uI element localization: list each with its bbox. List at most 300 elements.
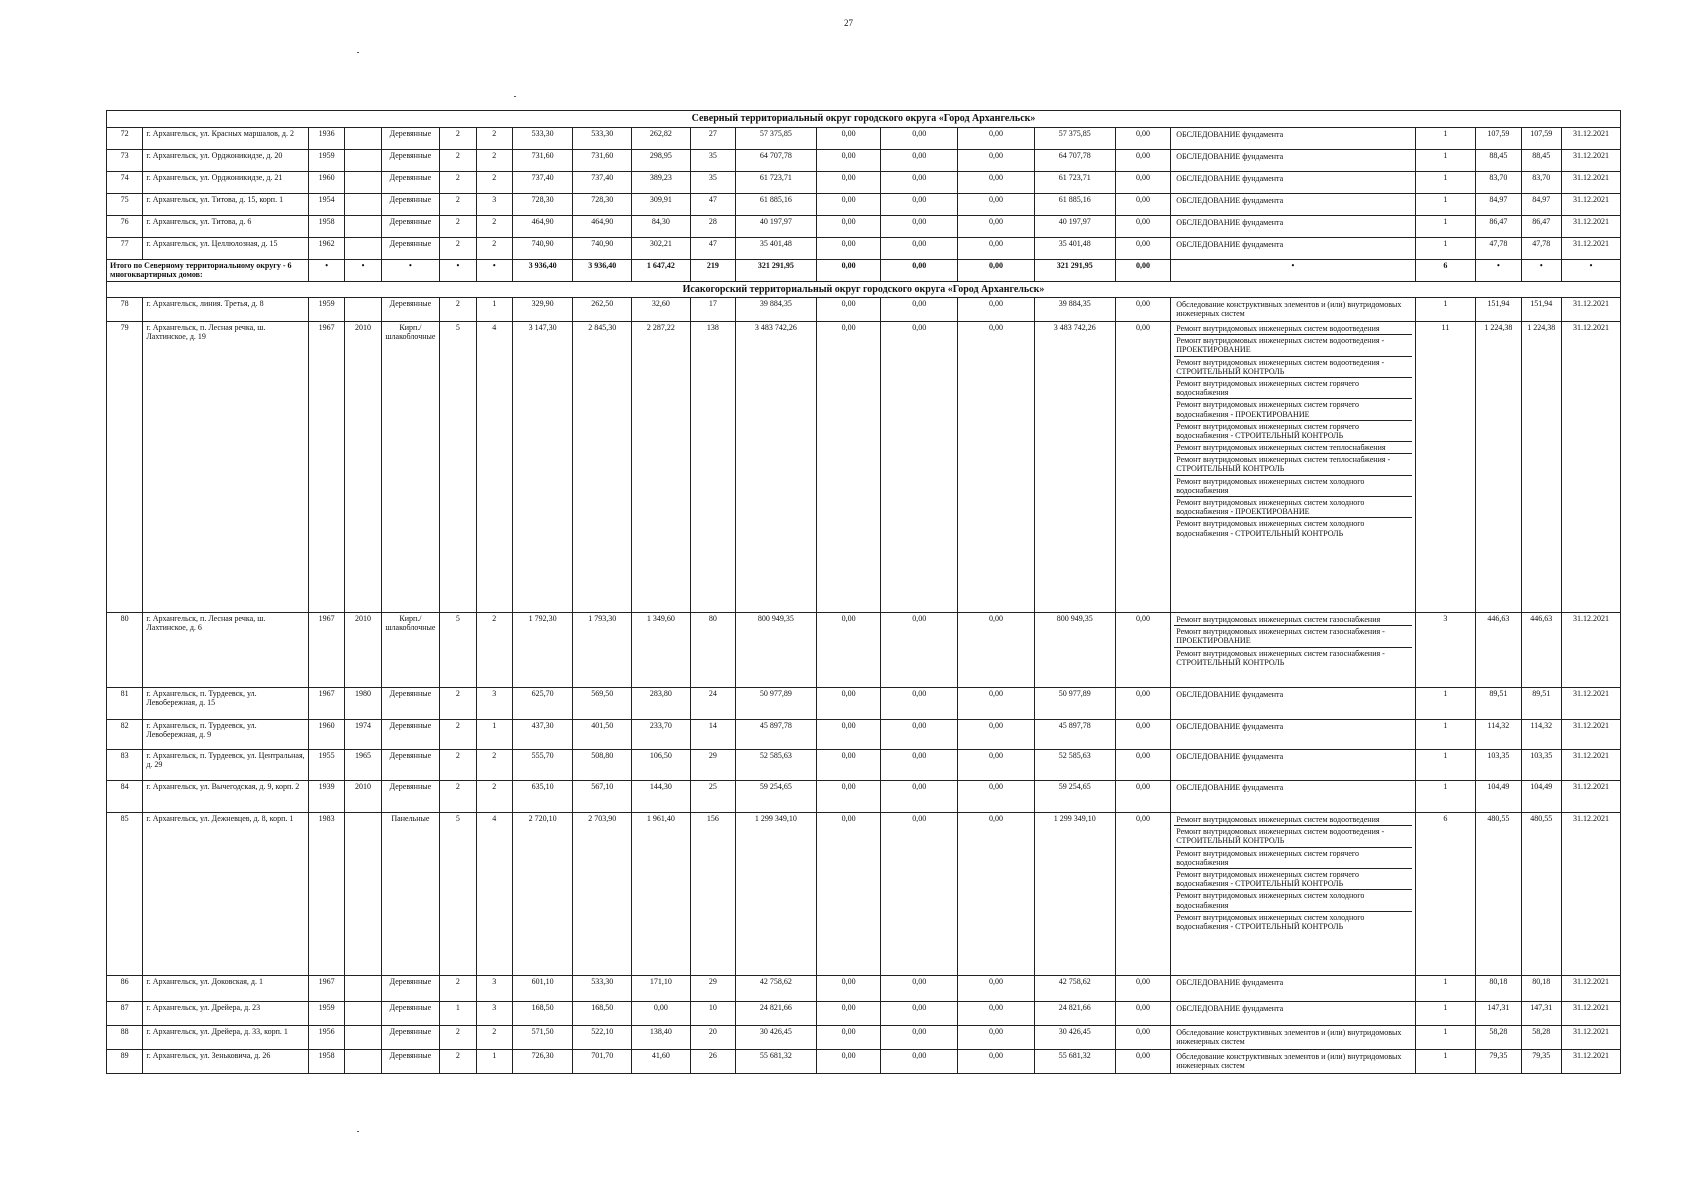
address-cell: г. Архангельск, ул. Зеньковича, д. 26 [143,1050,309,1074]
living-area-cell: 464,90 [573,215,632,237]
unit-cost-cell: 147,31 [1476,1002,1521,1026]
max-unit-cost-cell: 80,18 [1521,976,1561,1002]
deadline-cell: 31.12.2021 [1562,976,1621,1002]
wall-material-cell: Деревянные [381,171,440,193]
address-cell: г. Архангельск, ул. Дрейера, д. 33, корп. 1 [143,1026,309,1050]
entrances-cell: 2 [476,237,512,259]
build-year-cell: 1959 [308,149,344,171]
work-item: ОБСЛЕДОВАНИЕ фундамента [1176,151,1284,161]
living-area-cell: 508,80 [573,750,632,781]
total-row [107,259,1621,281]
living-area-cell: 740,90 [573,237,632,259]
renovation-year-cell: 1980 [345,688,381,720]
entrances-cell: 3 [476,976,512,1002]
deadline-cell: 31.12.2021 [1562,781,1621,813]
row-number: 77 [107,237,143,259]
table-row [107,322,1621,613]
work-count-cell: 1 [1415,193,1476,215]
row-number: 75 [107,193,143,215]
renovation-year-cell [345,237,381,259]
residents-cell: 26 [690,1050,735,1074]
max-unit-cost-cell: 114,32 [1521,720,1561,750]
living-area-cell: 2 845,30 [573,322,632,613]
renovation-year-cell [345,171,381,193]
entrances-cell: 4 [476,813,512,976]
total-cost-cell: 57 375,85 [736,127,817,149]
build-year-cell: 1960 [308,171,344,193]
works-list-cell [1171,1002,1415,1026]
row-number: 84 [107,781,143,813]
build-year-cell: 1967 [308,976,344,1002]
table-row [107,149,1621,171]
unit-cost-cell: 104,49 [1476,781,1521,813]
work-item: ОБСЛЕДОВАНИЕ фундамента [1176,1004,1284,1013]
page-number: 27 [844,18,853,28]
table-row [107,215,1621,237]
works-list-cell [1171,237,1415,259]
owners-fund-cell: 61 885,16 [1034,193,1115,215]
renovation-year-cell [345,1002,381,1026]
other-fund-cell: 0,00 [1115,215,1171,237]
deadline-cell: 31.12.2021 [1562,720,1621,750]
fund-cell: 0,00 [816,688,881,720]
fund-cell: 0,00 [816,613,881,688]
address-cell: г. Архангельск, п. Лесная речка, ш. Лахтинское, д. 19 [143,322,309,613]
max-unit-cost-cell: 89,51 [1521,688,1561,720]
total-cost-cell: 1 299 349,10 [736,813,817,976]
residents-cell: 14 [690,720,735,750]
total-value-cell: 0,00 [1115,259,1171,281]
wall-material-cell: Деревянные [381,1002,440,1026]
floors-cell: 2 [440,720,476,750]
deadline-cell: 31.12.2021 [1562,237,1621,259]
row-number: 85 [107,813,143,976]
total-area-cell: 625,70 [512,688,573,720]
work-item: Ремонт внутридомовых инженерных систем горячего водоснабжения [1174,848,1411,869]
fund-cell: 0,00 [816,215,881,237]
total-area-cell: 571,50 [512,1026,573,1050]
floors-cell: 2 [440,298,476,322]
renovation-year-cell [345,1026,381,1050]
total-cost-cell: 55 681,32 [736,1050,817,1074]
fund-cell: 0,00 [958,976,1035,1002]
fund-cell: 0,00 [816,1050,881,1074]
max-unit-cost-cell: 88,45 [1521,149,1561,171]
other-fund-cell: 0,00 [1115,813,1171,976]
total-label: Итого по Северному территориальному округу - 6 многоквартирных домов: [107,259,309,281]
living-area-cell: 262,50 [573,298,632,322]
fund-cell: 0,00 [881,976,958,1002]
fund-cell: 0,00 [881,298,958,322]
residents-cell: 29 [690,750,735,781]
max-unit-cost-cell: 79,35 [1521,1050,1561,1074]
owners-fund-cell: 40 197,97 [1034,215,1115,237]
fund-cell: 0,00 [881,688,958,720]
works-list-cell [1171,720,1415,750]
total-area-cell: 731,60 [512,149,573,171]
work-item: Обследование конструктивных элементов и (или) внутридомовых инженерных систем [1176,1052,1402,1071]
other-fund-cell: 0,00 [1115,688,1171,720]
floors-cell: 2 [440,237,476,259]
max-unit-cost-cell: 147,31 [1521,1002,1561,1026]
fund-cell: 0,00 [816,781,881,813]
work-count-cell: 1 [1415,149,1476,171]
fund-cell: 0,00 [958,237,1035,259]
address-cell: г. Архангельск, ул. Титова, д. 6 [143,215,309,237]
work-count-cell: 1 [1415,171,1476,193]
max-unit-cost-cell: 104,49 [1521,781,1561,813]
total-value-cell: 0,00 [881,259,958,281]
work-item: Ремонт внутридомовых инженерных систем теплоснабжения - СТРОИТЕЛЬНЫЙ КОНТРОЛЬ [1174,454,1411,475]
residents-cell: 80 [690,613,735,688]
renovation-year-cell [345,1050,381,1074]
private-area-cell: 262,82 [632,127,691,149]
fund-cell: 0,00 [881,1026,958,1050]
private-area-cell: 41,60 [632,1050,691,1074]
unit-cost-cell: 446,63 [1476,613,1521,688]
living-area-cell: 522,10 [573,1026,632,1050]
work-item: ОБСЛЕДОВАНИЕ фундамента [1176,722,1284,731]
row-number: 72 [107,127,143,149]
owners-fund-cell: 52 585,63 [1034,750,1115,781]
work-count-cell: 1 [1415,1026,1476,1050]
max-unit-cost-cell: 83,70 [1521,171,1561,193]
entrances-cell: 1 [476,1050,512,1074]
unit-cost-cell: 151,94 [1476,298,1521,322]
address-cell: г. Архангельск, п. Лесная речка, ш. Лахтинское, д. 6 [143,613,309,688]
entrances-cell: 3 [476,1002,512,1026]
wall-material-cell: Деревянные [381,1026,440,1050]
total-cost-cell: 50 977,89 [736,688,817,720]
table-row [107,298,1621,322]
private-area-cell: 171,10 [632,976,691,1002]
dot-cell: • [308,259,344,281]
private-area-cell: 138,40 [632,1026,691,1050]
table-row [107,193,1621,215]
works-list-cell [1171,1026,1415,1050]
floors-cell: 2 [440,976,476,1002]
wall-material-cell: Деревянные [381,149,440,171]
owners-fund-cell: 24 821,66 [1034,1002,1115,1026]
address-cell: г. Архангельск, ул. Орджоникидзе, д. 21 [143,171,309,193]
work-item: ОБСЛЕДОВАНИЕ фундамента [1176,752,1284,761]
work-count-cell: 1 [1415,688,1476,720]
deadline-cell: 31.12.2021 [1562,149,1621,171]
row-number: 86 [107,976,143,1002]
residents-cell: 17 [690,298,735,322]
private-area-cell: 2 287,22 [632,322,691,613]
floors-cell: 5 [440,613,476,688]
build-year-cell: 1955 [308,750,344,781]
fund-cell: 0,00 [816,127,881,149]
work-item: Ремонт внутридомовых инженерных систем газоснабжения [1174,614,1411,626]
works-list-cell [1171,813,1415,976]
living-area-cell: 533,30 [573,127,632,149]
private-area-cell: 0,00 [632,1002,691,1026]
work-item: ОБСЛЕДОВАНИЕ фундамента [1176,978,1284,987]
work-count-cell: 6 [1415,813,1476,976]
row-number: 79 [107,322,143,613]
living-area-cell: 569,50 [573,688,632,720]
row-number: 80 [107,613,143,688]
fund-cell: 0,00 [881,613,958,688]
section-title: Исакогорский территориальный округ городского округа «Город Архангельск» [107,281,1621,298]
owners-fund-cell: 59 254,65 [1034,781,1115,813]
wall-material-cell: Деревянные [381,750,440,781]
max-unit-cost-cell: 107,59 [1521,127,1561,149]
total-cost-cell: 61 723,71 [736,171,817,193]
living-area-cell: 1 793,30 [573,613,632,688]
work-count-cell: 1 [1415,1002,1476,1026]
unit-cost-cell: 89,51 [1476,688,1521,720]
table-row [107,750,1621,781]
owners-fund-cell: 800 949,35 [1034,613,1115,688]
private-area-cell: 32,60 [632,298,691,322]
work-item: Ремонт внутридомовых инженерных систем холодного водоснабжения - ПРОЕКТИРОВАНИЕ [1174,497,1411,518]
works-list-cell [1171,171,1415,193]
fund-cell: 0,00 [816,149,881,171]
owners-fund-cell: 45 897,78 [1034,720,1115,750]
work-item: Ремонт внутридомовых инженерных систем горячего водоснабжения - СТРОИТЕЛЬНЫЙ КОНТРОЛЬ [1174,869,1411,890]
table-row [107,1050,1621,1074]
works-list-cell [1171,149,1415,171]
fund-cell: 0,00 [816,171,881,193]
entrances-cell: 2 [476,127,512,149]
total-cost-cell: 800 949,35 [736,613,817,688]
max-unit-cost-cell: 58,28 [1521,1026,1561,1050]
work-item: Обследование конструктивных элементов и (или) внутридомовых инженерных систем [1176,300,1402,319]
total-cost-cell: 24 821,66 [736,1002,817,1026]
unit-cost-cell: 88,45 [1476,149,1521,171]
deadline-cell: 31.12.2021 [1562,688,1621,720]
address-cell: г. Архангельск, линия. Третья, д. 8 [143,298,309,322]
total-area-cell: 464,90 [512,215,573,237]
fund-cell: 0,00 [816,298,881,322]
table-row [107,613,1621,688]
max-unit-cost-cell: 446,63 [1521,613,1561,688]
table-row [107,720,1621,750]
total-area-cell: 555,70 [512,750,573,781]
fund-cell: 0,00 [816,322,881,613]
deadline-cell: 31.12.2021 [1562,813,1621,976]
wall-material-cell: Деревянные [381,215,440,237]
floors-cell: 2 [440,171,476,193]
fund-cell: 0,00 [958,1026,1035,1050]
total-area-cell: 728,30 [512,193,573,215]
work-count-cell: 1 [1415,720,1476,750]
residents-cell: 10 [690,1002,735,1026]
work-item: Ремонт внутридомовых инженерных систем горячего водоснабжения - СТРОИТЕЛЬНЫЙ КОНТРОЛЬ [1174,421,1411,442]
owners-fund-cell: 30 426,45 [1034,1026,1115,1050]
wall-material-cell: Кирп./шлакоблочные [381,322,440,613]
build-year-cell: 1954 [308,193,344,215]
entrances-cell: 3 [476,688,512,720]
residents-cell: 138 [690,322,735,613]
scan-speck [357,1131,359,1132]
work-count-cell: 1 [1415,298,1476,322]
other-fund-cell: 0,00 [1115,1050,1171,1074]
living-area-cell: 567,10 [573,781,632,813]
table-row [107,688,1621,720]
fund-cell: 0,00 [816,720,881,750]
row-number: 76 [107,215,143,237]
total-cost-cell: 52 585,63 [736,750,817,781]
other-fund-cell: 0,00 [1115,171,1171,193]
total-area-cell: 168,50 [512,1002,573,1026]
total-area-cell: 437,30 [512,720,573,750]
fund-cell: 0,00 [958,750,1035,781]
owners-fund-cell: 35 401,48 [1034,237,1115,259]
build-year-cell: 1983 [308,813,344,976]
work-count-cell: 1 [1415,781,1476,813]
living-area-cell: 701,70 [573,1050,632,1074]
total-area-cell: 3 147,30 [512,322,573,613]
dot-cell: • [1521,259,1561,281]
wall-material-cell: Деревянные [381,976,440,1002]
address-cell: г. Архангельск, п. Турдеевск, ул. Центральная, д. 29 [143,750,309,781]
address-cell: г. Архангельск, ул. Целлюлозная, д. 15 [143,237,309,259]
max-unit-cost-cell: 1 224,38 [1521,322,1561,613]
floors-cell: 2 [440,127,476,149]
deadline-cell: 31.12.2021 [1562,1050,1621,1074]
renovation-year-cell: 2010 [345,613,381,688]
row-number: 83 [107,750,143,781]
fund-cell: 0,00 [881,1002,958,1026]
unit-cost-cell: 79,35 [1476,1050,1521,1074]
works-list-cell [1171,215,1415,237]
build-year-cell: 1967 [308,688,344,720]
total-area-cell: 329,90 [512,298,573,322]
owners-fund-cell: 55 681,32 [1034,1050,1115,1074]
address-cell: г. Архангельск, п. Турдеевск, ул. Левобережная, д. 9 [143,720,309,750]
total-cost-cell: 59 254,65 [736,781,817,813]
work-count-cell: 1 [1415,1050,1476,1074]
total-cost-cell: 39 884,35 [736,298,817,322]
entrances-cell: 2 [476,1026,512,1050]
work-item: Ремонт внутридомовых инженерных систем холодного водоснабжения - СТРОИТЕЛЬНЫЙ КОНТРОЛЬ [1176,912,1365,931]
fund-cell: 0,00 [881,149,958,171]
living-area-cell: 168,50 [573,1002,632,1026]
unit-cost-cell: 103,35 [1476,750,1521,781]
fund-cell: 0,00 [816,976,881,1002]
total-value-cell: 321 291,95 [736,259,817,281]
work-item: Ремонт внутридомовых инженерных систем водоотведения - СТРОИТЕЛЬНЫЙ КОНТРОЛЬ [1174,357,1411,378]
fund-cell: 0,00 [958,171,1035,193]
scan-speck [514,96,516,97]
fund-cell: 0,00 [958,127,1035,149]
build-year-cell: 1958 [308,1050,344,1074]
entrances-cell: 4 [476,322,512,613]
private-area-cell: 144,30 [632,781,691,813]
fund-cell: 0,00 [881,750,958,781]
build-year-cell: 1962 [308,237,344,259]
wall-material-cell: Панельные [381,813,440,976]
total-area-cell: 635,10 [512,781,573,813]
floors-cell: 2 [440,781,476,813]
work-count-cell: 1 [1415,237,1476,259]
renovation-year-cell [345,298,381,322]
total-area-cell: 1 792,30 [512,613,573,688]
private-area-cell: 1 349,60 [632,613,691,688]
build-year-cell: 1959 [308,298,344,322]
table-row [107,127,1621,149]
deadline-cell: 31.12.2021 [1562,127,1621,149]
fund-cell: 0,00 [816,813,881,976]
deadline-cell: 31.12.2021 [1562,322,1621,613]
fund-cell: 0,00 [881,720,958,750]
entrances-cell: 2 [476,613,512,688]
fund-cell: 0,00 [958,1002,1035,1026]
row-number: 81 [107,688,143,720]
address-cell: г. Архангельск, ул. Доковская, д. 1 [143,976,309,1002]
other-fund-cell: 0,00 [1115,127,1171,149]
deadline-cell: 31.12.2021 [1562,215,1621,237]
renovation-year-cell [345,813,381,976]
renovation-year-cell [345,215,381,237]
section-title: Северный территориальный округ городского округа «Город Архангельск» [107,111,1621,128]
row-number: 74 [107,171,143,193]
unit-cost-cell: 58,28 [1476,1026,1521,1050]
work-item: Ремонт внутридомовых инженерных систем холодного водоснабжения [1174,890,1411,911]
row-number: 73 [107,149,143,171]
renovation-year-cell [345,193,381,215]
total-value-cell: 3 936,40 [573,259,632,281]
private-area-cell: 84,30 [632,215,691,237]
private-area-cell: 233,70 [632,720,691,750]
dot-cell: • [345,259,381,281]
work-item: ОБСЛЕДОВАНИЕ фундамента [1176,783,1284,792]
work-item: Ремонт внутридомовых инженерных систем водоотведения [1174,323,1411,335]
deadline-cell: 31.12.2021 [1562,750,1621,781]
floors-cell: 5 [440,813,476,976]
table-row [107,171,1621,193]
residents-cell: 29 [690,976,735,1002]
floors-cell: 2 [440,750,476,781]
residents-cell: 47 [690,237,735,259]
entrances-cell: 2 [476,781,512,813]
works-list-cell [1171,1050,1415,1074]
work-item: Ремонт внутридомовых инженерных систем газоснабжения - СТРОИТЕЛЬНЫЙ КОНТРОЛЬ [1176,648,1385,667]
living-area-cell: 2 703,90 [573,813,632,976]
build-year-cell: 1939 [308,781,344,813]
address-cell: г. Архангельск, ул. Дрейера, д. 23 [143,1002,309,1026]
private-area-cell: 106,50 [632,750,691,781]
dot-cell: • [1476,259,1521,281]
works-list-cell [1171,976,1415,1002]
fund-cell: 0,00 [881,171,958,193]
wall-material-cell: Деревянные [381,720,440,750]
total-cost-cell: 35 401,48 [736,237,817,259]
total-area-cell: 533,30 [512,127,573,149]
wall-material-cell: Деревянные [381,127,440,149]
build-year-cell: 1956 [308,1026,344,1050]
other-fund-cell: 0,00 [1115,976,1171,1002]
table-row [107,781,1621,813]
address-cell: г. Архангельск, п. Турдеевск, ул. Левобережная, д. 15 [143,688,309,720]
deadline-cell: 31.12.2021 [1562,1026,1621,1050]
fund-cell: 0,00 [881,237,958,259]
private-area-cell: 298,95 [632,149,691,171]
residents-cell: 28 [690,215,735,237]
works-list-cell [1171,298,1415,322]
owners-fund-cell: 3 483 742,26 [1034,322,1115,613]
private-area-cell: 302,21 [632,237,691,259]
unit-cost-cell: 86,47 [1476,215,1521,237]
private-area-cell: 1 961,40 [632,813,691,976]
work-item: Ремонт внутридомовых инженерных систем холодного водоснабжения - СТРОИТЕЛЬНЫЙ КОНТРОЛЬ [1176,519,1365,538]
build-year-cell: 1967 [308,613,344,688]
owners-fund-cell: 61 723,71 [1034,171,1115,193]
